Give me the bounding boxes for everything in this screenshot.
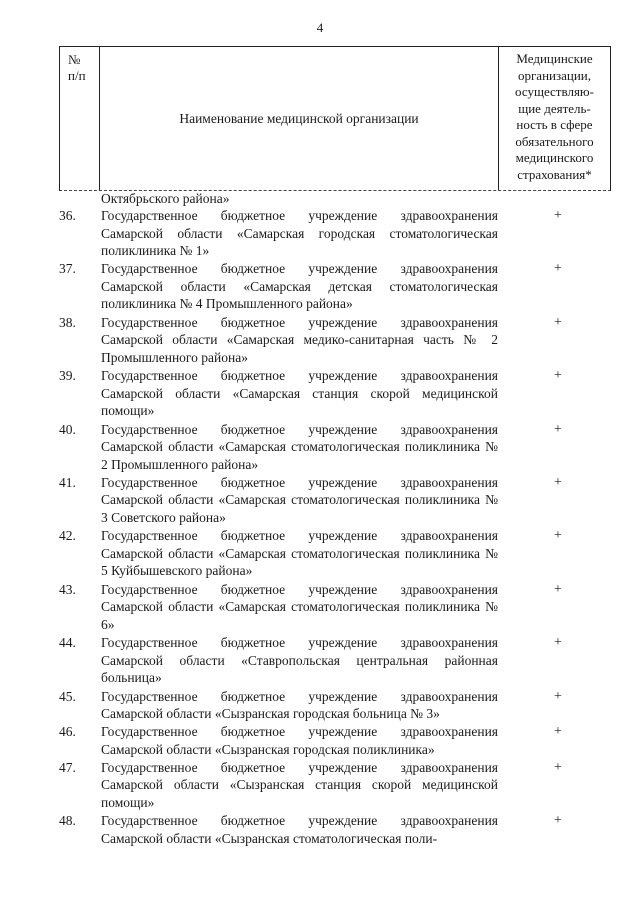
list-item [0, 634, 640, 687]
list-item [0, 723, 640, 759]
list-item [0, 688, 640, 724]
organization-name: Государственное бюджетное учреждение здравоохранения Самарской области «Самарская стоматологическая поликлиника № 6» [101, 581, 498, 632]
oms-plus-mark: + [554, 688, 562, 704]
item-number: 44. [59, 635, 76, 651]
list-item [0, 474, 640, 527]
oms-plus-mark: + [554, 261, 562, 277]
list-item [0, 759, 640, 812]
organization-name: Государственное бюджетное учреждение здравоохранения Самарской области «Сызранская стоматологическая поли- [101, 813, 498, 846]
list-item [0, 260, 640, 313]
item-number: 43. [59, 581, 76, 597]
organization-name: Государственное бюджетное учреждение здравоохранения Самарской области «Самарская детская стоматологическая поликлиника № 4 Промышленного района» [101, 261, 498, 312]
organization-name: Государственное бюджетное учреждение здравоохранения Самарской области «Самарская стоматологическая поликлиника № 2 Промышленного района» [101, 421, 498, 472]
oms-plus-mark: + [554, 421, 562, 437]
header-number-column: № п/п [60, 47, 100, 190]
item-number: 45. [59, 688, 76, 704]
oms-plus-mark: + [554, 813, 562, 829]
table-header [59, 46, 611, 191]
list-item [0, 812, 640, 848]
oms-plus-mark: + [554, 314, 562, 330]
organization-name: Государственное бюджетное учреждение здравоохранения Самарской области «Самарская станция скорой медицинской помощи» [101, 368, 498, 419]
item-number: 48. [59, 813, 76, 829]
organization-name: Государственное бюджетное учреждение здравоохранения Самарской области «Сызранская городская больница № 3» [101, 688, 498, 722]
oms-plus-mark: + [554, 208, 562, 223]
item-number: 36. [59, 208, 76, 223]
list-item [0, 581, 640, 634]
oms-plus-mark: + [554, 581, 562, 597]
list-item [0, 527, 640, 580]
organization-name: Государственное бюджетное учреждение здравоохранения Самарской области «Сызранская городская поликлиника» [101, 724, 498, 757]
oms-plus-mark: + [554, 528, 562, 544]
organization-name: Государственное бюджетное учреждение здравоохранения Самарской области «Сызранская станция скорой медицинской помощи» [101, 759, 498, 810]
page-number: 4 [316, 20, 324, 35]
organization-name: Государственное бюджетное учреждение здравоохранения Самарской области «Самарская стоматологическая поликлиника № 3 Советского района» [101, 474, 498, 525]
oms-plus-mark: + [554, 368, 562, 384]
continuation-text: Октябрьского района» [101, 191, 230, 206]
oms-plus-mark: + [554, 759, 562, 775]
organization-name: Государственное бюджетное учреждение здравоохранения Самарской области «Самарская городская стоматологическая поликлиника № 1» [101, 208, 498, 258]
item-number: 37. [59, 261, 76, 277]
item-number: 41. [59, 474, 76, 490]
list-item [0, 314, 640, 367]
list-item [0, 207, 640, 260]
header-name-column: Наименование медицинской организации [100, 47, 499, 190]
item-number: 42. [59, 528, 76, 544]
item-number: 39. [59, 368, 76, 384]
organization-name: Государственное бюджетное учреждение здравоохранения Самарской области «Самарская медико-санитарная часть № 2 Промышленного района» [101, 314, 498, 365]
list-item [0, 421, 640, 474]
oms-plus-mark: + [554, 724, 562, 740]
item-number: 40. [59, 421, 76, 437]
organization-list [0, 207, 640, 848]
list-item [0, 367, 640, 420]
oms-plus-mark: + [554, 635, 562, 651]
item-number: 38. [59, 314, 76, 330]
organization-name: Государственное бюджетное учреждение здравоохранения Самарской области «Самарская стоматологическая поликлиника № 5 Куйбышевского района» [101, 528, 498, 579]
item-number: 47. [59, 759, 76, 775]
organization-name: Государственное бюджетное учреждение здравоохранения Самарской области «Ставропольская центральная районная больница» [101, 635, 498, 686]
header-oms-column: Медицинские организации, осуществляю- щие деятель- ность в сфере обязательного медицинского страхования* [515, 51, 594, 182]
oms-plus-mark: + [554, 474, 562, 490]
item-number: 46. [59, 724, 76, 740]
